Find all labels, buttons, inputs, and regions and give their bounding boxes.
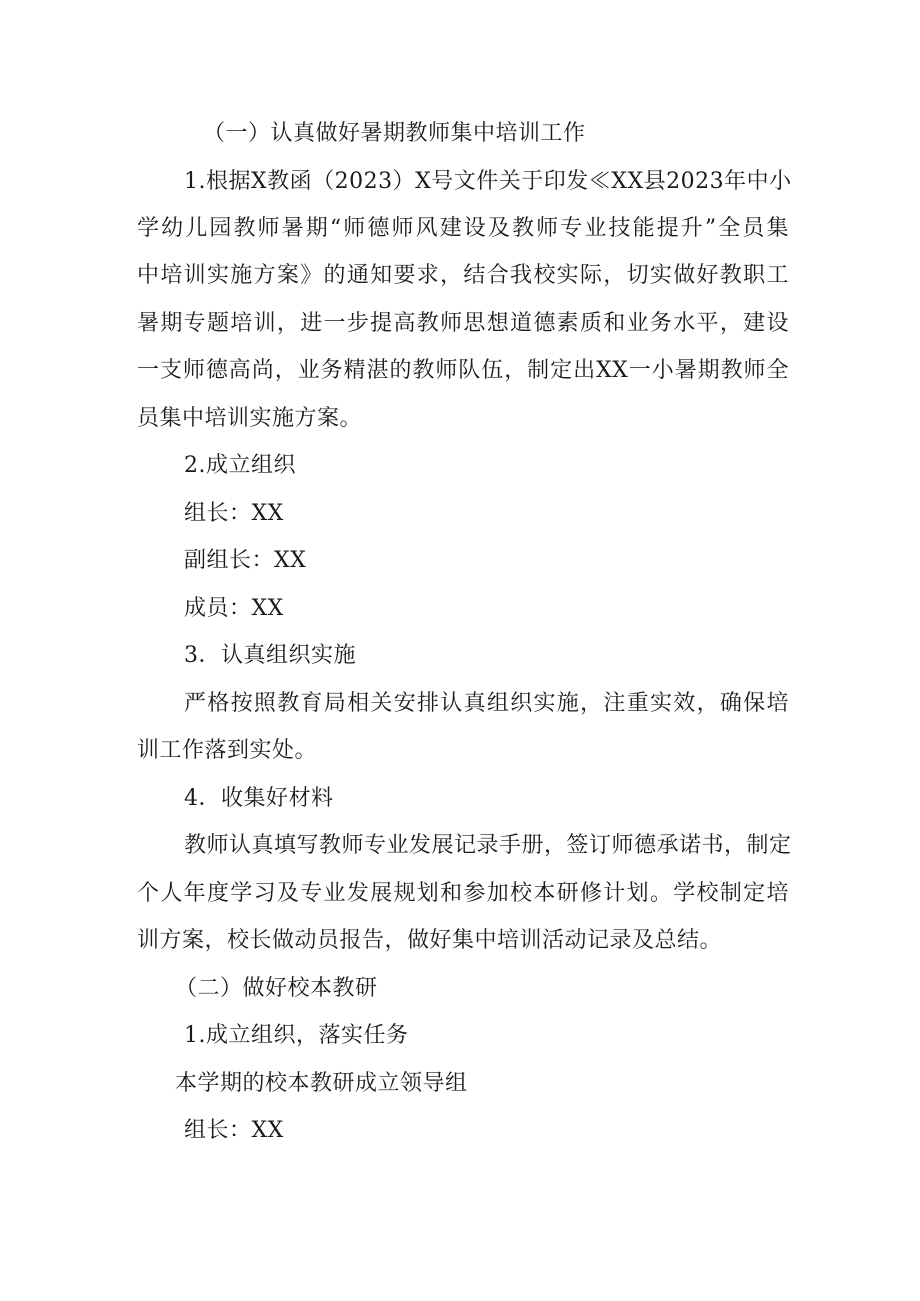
paragraph-line: 训工作落到实处。 xyxy=(137,738,318,763)
subheading: 2.成立组织 xyxy=(184,453,296,478)
list-item: 副组长：XX xyxy=(184,548,307,573)
paragraph-line: 中培训实施方案》的通知要求，结合我校实际，切实做好教职工 xyxy=(137,263,789,288)
subheading: 4．收集好材料 xyxy=(184,786,334,811)
subheading: 1.成立组织，落实任务 xyxy=(184,1023,409,1048)
section-heading-2: （二）做好校本教研 xyxy=(175,976,378,1001)
list-item: 成员：XX xyxy=(184,596,284,621)
paragraph-line: 本学期的校本教研成立领导组 xyxy=(175,1071,468,1096)
paragraph-line: 员集中培训实施方案。 xyxy=(137,406,363,431)
paragraph-line: 1.根据X教函（2023）X号文件关于印发≪XX县2023年中小 xyxy=(184,169,792,194)
paragraph-line: 暑期专题培训，进一步提高教师思想道德素质和业务水平，建设 xyxy=(137,311,789,336)
paragraph-line: 训方案，校长做动员报告，做好集中培训活动记录及总结。 xyxy=(137,928,723,953)
section-heading-1: （一）认真做好暑期教师集中培训工作 xyxy=(203,121,586,146)
paragraph-line: 学幼儿园教师暑期“师德师风建设及教师专业技能提升”全员集 xyxy=(137,216,789,241)
list-item: 组长：XX xyxy=(184,501,284,526)
paragraph-line: 一支师德高尚，业务精湛的教师队伍，制定出XX一小暑期教师全 xyxy=(137,358,789,383)
paragraph-line: 个人年度学习及专业发展规划和参加校本研修计划。学校制定培 xyxy=(137,881,789,906)
paragraph-line: 教师认真填写教师专业发展记录手册，签订师德承诺书，制定 xyxy=(184,833,792,858)
list-item: 组长：XX xyxy=(184,1118,284,1143)
paragraph-line: 严格按照教育局相关安排认真组织实施，注重实效，确保培 xyxy=(184,691,789,716)
subheading: 3．认真组织实施 xyxy=(184,643,356,668)
